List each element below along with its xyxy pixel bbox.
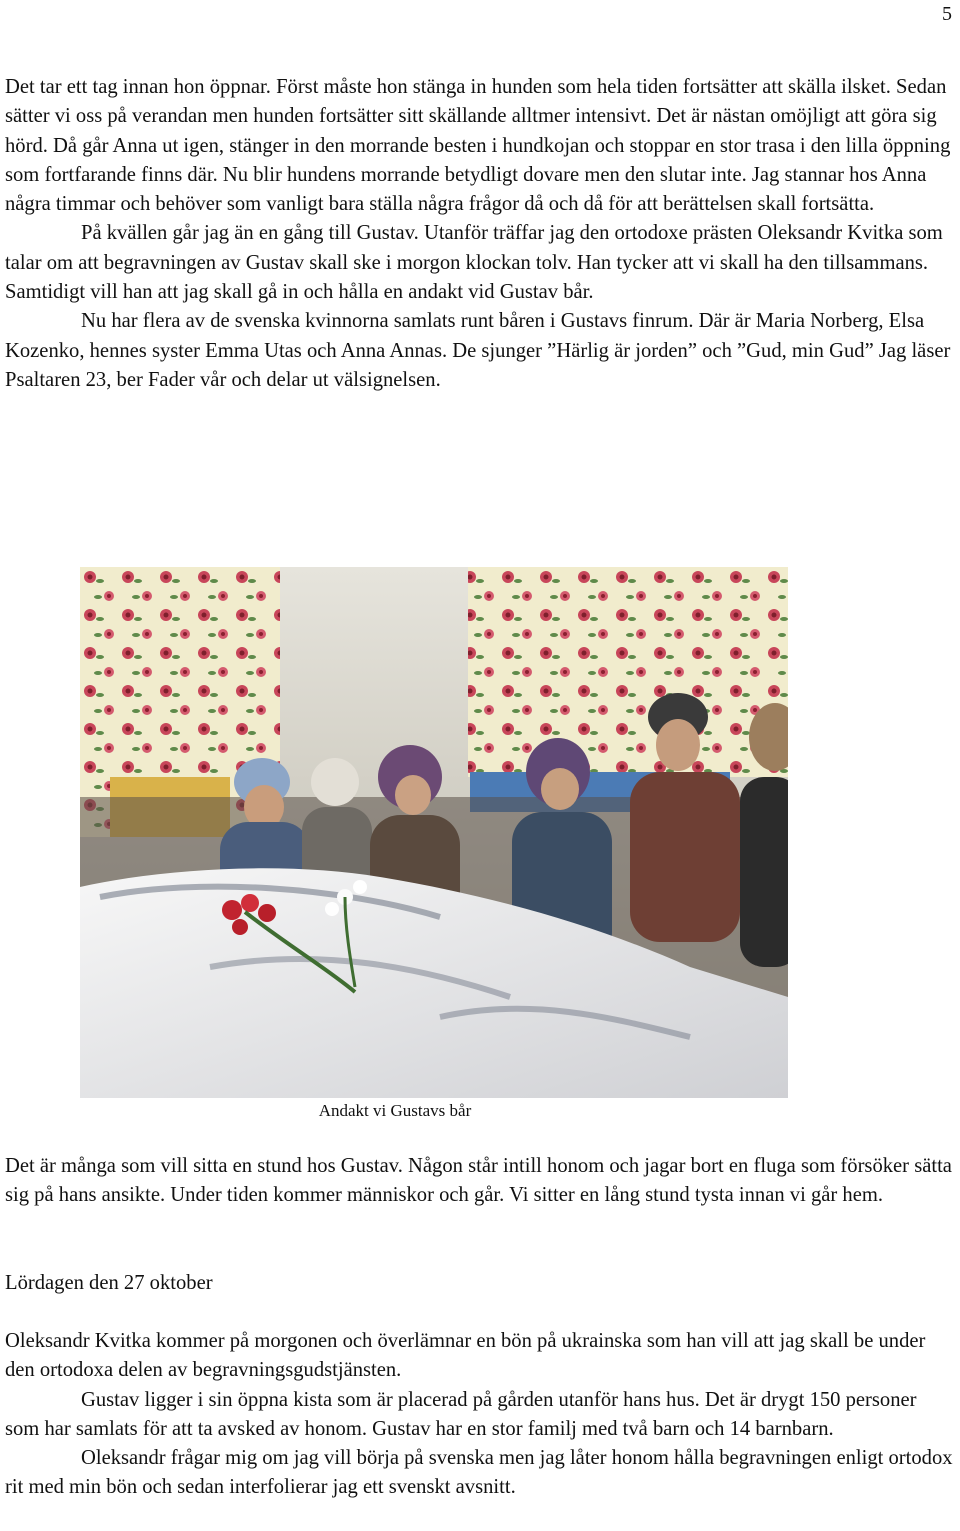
photo-caption: Andakt vi Gustavs bår: [318, 1101, 472, 1120]
text-block-mid: [5, 1152, 955, 1211]
date-heading: Lördagen den 27 oktober: [5, 1272, 213, 1294]
paragraph: Nu har flera av de svenska kvinnorna samlats runt båren i Gustavs finrum. Där är Maria Norberg, Elsa Kozenko, hennes syster Emma Utas och Anna Annas. De sjunger ”Härlig är jorden” och ”Gud, min Gud” Jag läser Psaltaren 23, ber Fader vår och delar ut välsignelsen.: [5, 310, 951, 391]
text-block-top: [5, 73, 955, 395]
paragraph: På kvällen går jag än en gång till Gustav. Utanför träffar jag den ortodoxe prästen Oleksandr Kvitka som talar om att begravningen av Gustav skall ske i morgon klockan tolv. Han tycker att vi skall ha den tillsammans. Samtidigt vill han att jag skall gå in och hålla en andakt vid Gustav bår.: [5, 222, 943, 304]
photo-illustration: [80, 567, 788, 1098]
paragraph: Gustav ligger i sin öppna kista som är placerad på gården utanför hans hus. Det är drygt 150 personer som har samlats för att ta avsked av honom. Gustav har en stor familj med två barn och 14 barnbarn.: [5, 1388, 917, 1440]
text-block-bottom: [5, 1327, 955, 1503]
paragraph: Det tar ett tag innan hon öppnar. Först måste hon stänga in hunden som hela tiden fortsätter att skälla ilsket. Sedan sätter vi oss på verandan men hunden fortsätter sitt skällande alltmer intensivt. Det är nästan omöjligt att göra sig hörd. Då går Anna ut igen, stänger in den morrande besten i hundkojan och stoppar en stor trasa i den lilla öppning som fortfarande finns där. Nu blir hundens morrande betydligt dovare men den slutar inte. Jag stannar hos Anna några timmar och behöver som vanligt bara ställa några frågor då och då för att berättelsen skall fortsätta.: [5, 76, 951, 216]
photo-vigil: [80, 567, 788, 1098]
paragraph: Oleksandr frågar mig om jag vill börja på svenska men jag låter honom hålla begravningen enligt ortodox rit med min bön och sedan interfolierar jag ett svenskt avsnitt.: [5, 1447, 953, 1499]
paragraph: Det är många som vill sitta en stund hos Gustav. Någon står intill honom och jagar bort en fluga som försöker sätta sig på hans ansikte. Under tiden kommer människor och går. Vi sitter en lång stund tysta innan vi går hem.: [5, 1155, 952, 1207]
paragraph: Oleksandr Kvitka kommer på morgonen och överlämnar en bön på ukrainska som han vill att jag skall be under den ortodoxa delen av begravningsgudstjänsten.: [5, 1330, 926, 1382]
page-number: 5: [942, 3, 952, 25]
